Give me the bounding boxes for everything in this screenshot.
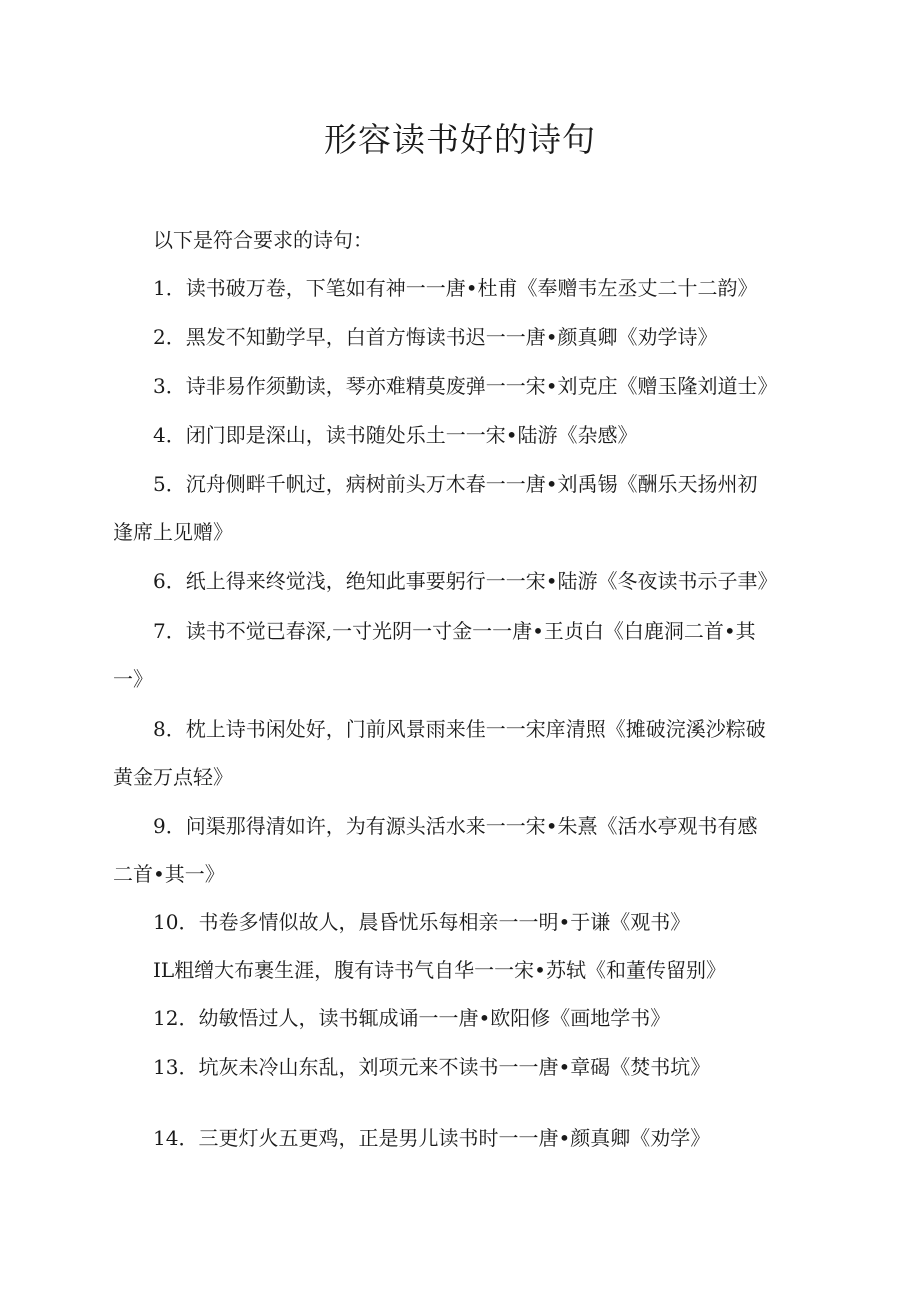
- list-item: [113, 898, 833, 946]
- poem-line: 12．幼敏悟过人，读书辄成诵一一唐•欧阳修《画地学书》: [153, 1006, 671, 1030]
- poem-line: 2．黑发不知勤学早，白首方悔读书迟一一唐•颜真卿《劝学诗》: [153, 325, 718, 349]
- list-item: [113, 313, 833, 361]
- list-item: [113, 705, 833, 801]
- intro-text: 以下是符合要求的诗句：: [153, 228, 373, 252]
- list-item: [113, 946, 833, 994]
- list-item: [113, 1114, 833, 1162]
- list-item: [113, 607, 833, 703]
- list-item: [113, 362, 833, 410]
- list-item: [113, 264, 833, 312]
- poem-line-continued: 一》: [113, 667, 153, 691]
- poem-line-continued: 逢席上见赠》: [113, 520, 233, 544]
- list-item: [113, 557, 833, 605]
- poem-line: 3．诗非易作须勤读，琴亦难精莫废弹一一宋•刘克庄《赠玉隆刘道士》: [153, 374, 778, 398]
- poem-line-continued: 二首•其一》: [113, 862, 225, 886]
- list-item: [113, 994, 833, 1042]
- poem-line-continued: 黄金万点轻》: [113, 765, 233, 789]
- poem-line: 10．书卷多情似故人，晨昏忧乐每相亲一一明•于谦《观书》: [153, 910, 691, 934]
- list-item: [113, 460, 833, 556]
- poem-line: 8．枕上诗书闲处好，门前风景雨来佳一一宋庠清照《摊破浣溪沙粽破: [153, 717, 766, 741]
- poem-line: 5．沉舟侧畔千帆过，病树前头万木春一一唐•刘禹锡《酬乐天扬州初: [153, 472, 758, 496]
- poem-line: 9．问渠那得清如许，为有源头活水来一一宋•朱熹《活水亭观书有感: [153, 814, 758, 838]
- poem-line: IL粗缯大布裹生涯，腹有诗书气自华一一宋•苏轼《和董传留别》: [153, 958, 726, 982]
- list-item: [113, 411, 833, 459]
- poem-line: 7．读书不觉已春深,一寸光阴一寸金一一唐•王贞白《白鹿洞二首•其: [153, 619, 756, 643]
- poem-line: 13．坑灰未冷山东乱，刘项元来不读书一一唐•章碣《焚书坑》: [153, 1055, 711, 1079]
- poem-line: 14．三更灯火五更鸡，正是男儿读书时一一唐•颜真卿《劝学》: [153, 1126, 711, 1150]
- page-title: 形容读书好的诗句: [324, 120, 596, 159]
- poem-line: 4．闭门即是深山，读书随处乐土一一宋•陆游《杂感》: [153, 423, 638, 447]
- poem-line: 1．读书破万卷，下笔如有神一一唐•杜甫《奉赠韦左丞丈二十二韵》: [153, 276, 758, 300]
- list-item: [113, 1043, 833, 1091]
- poem-line: 6．纸上得来终觉浅，绝知此事要躬行一一宋•陆游《冬夜读书示子聿》: [153, 569, 778, 593]
- list-item: [113, 802, 833, 898]
